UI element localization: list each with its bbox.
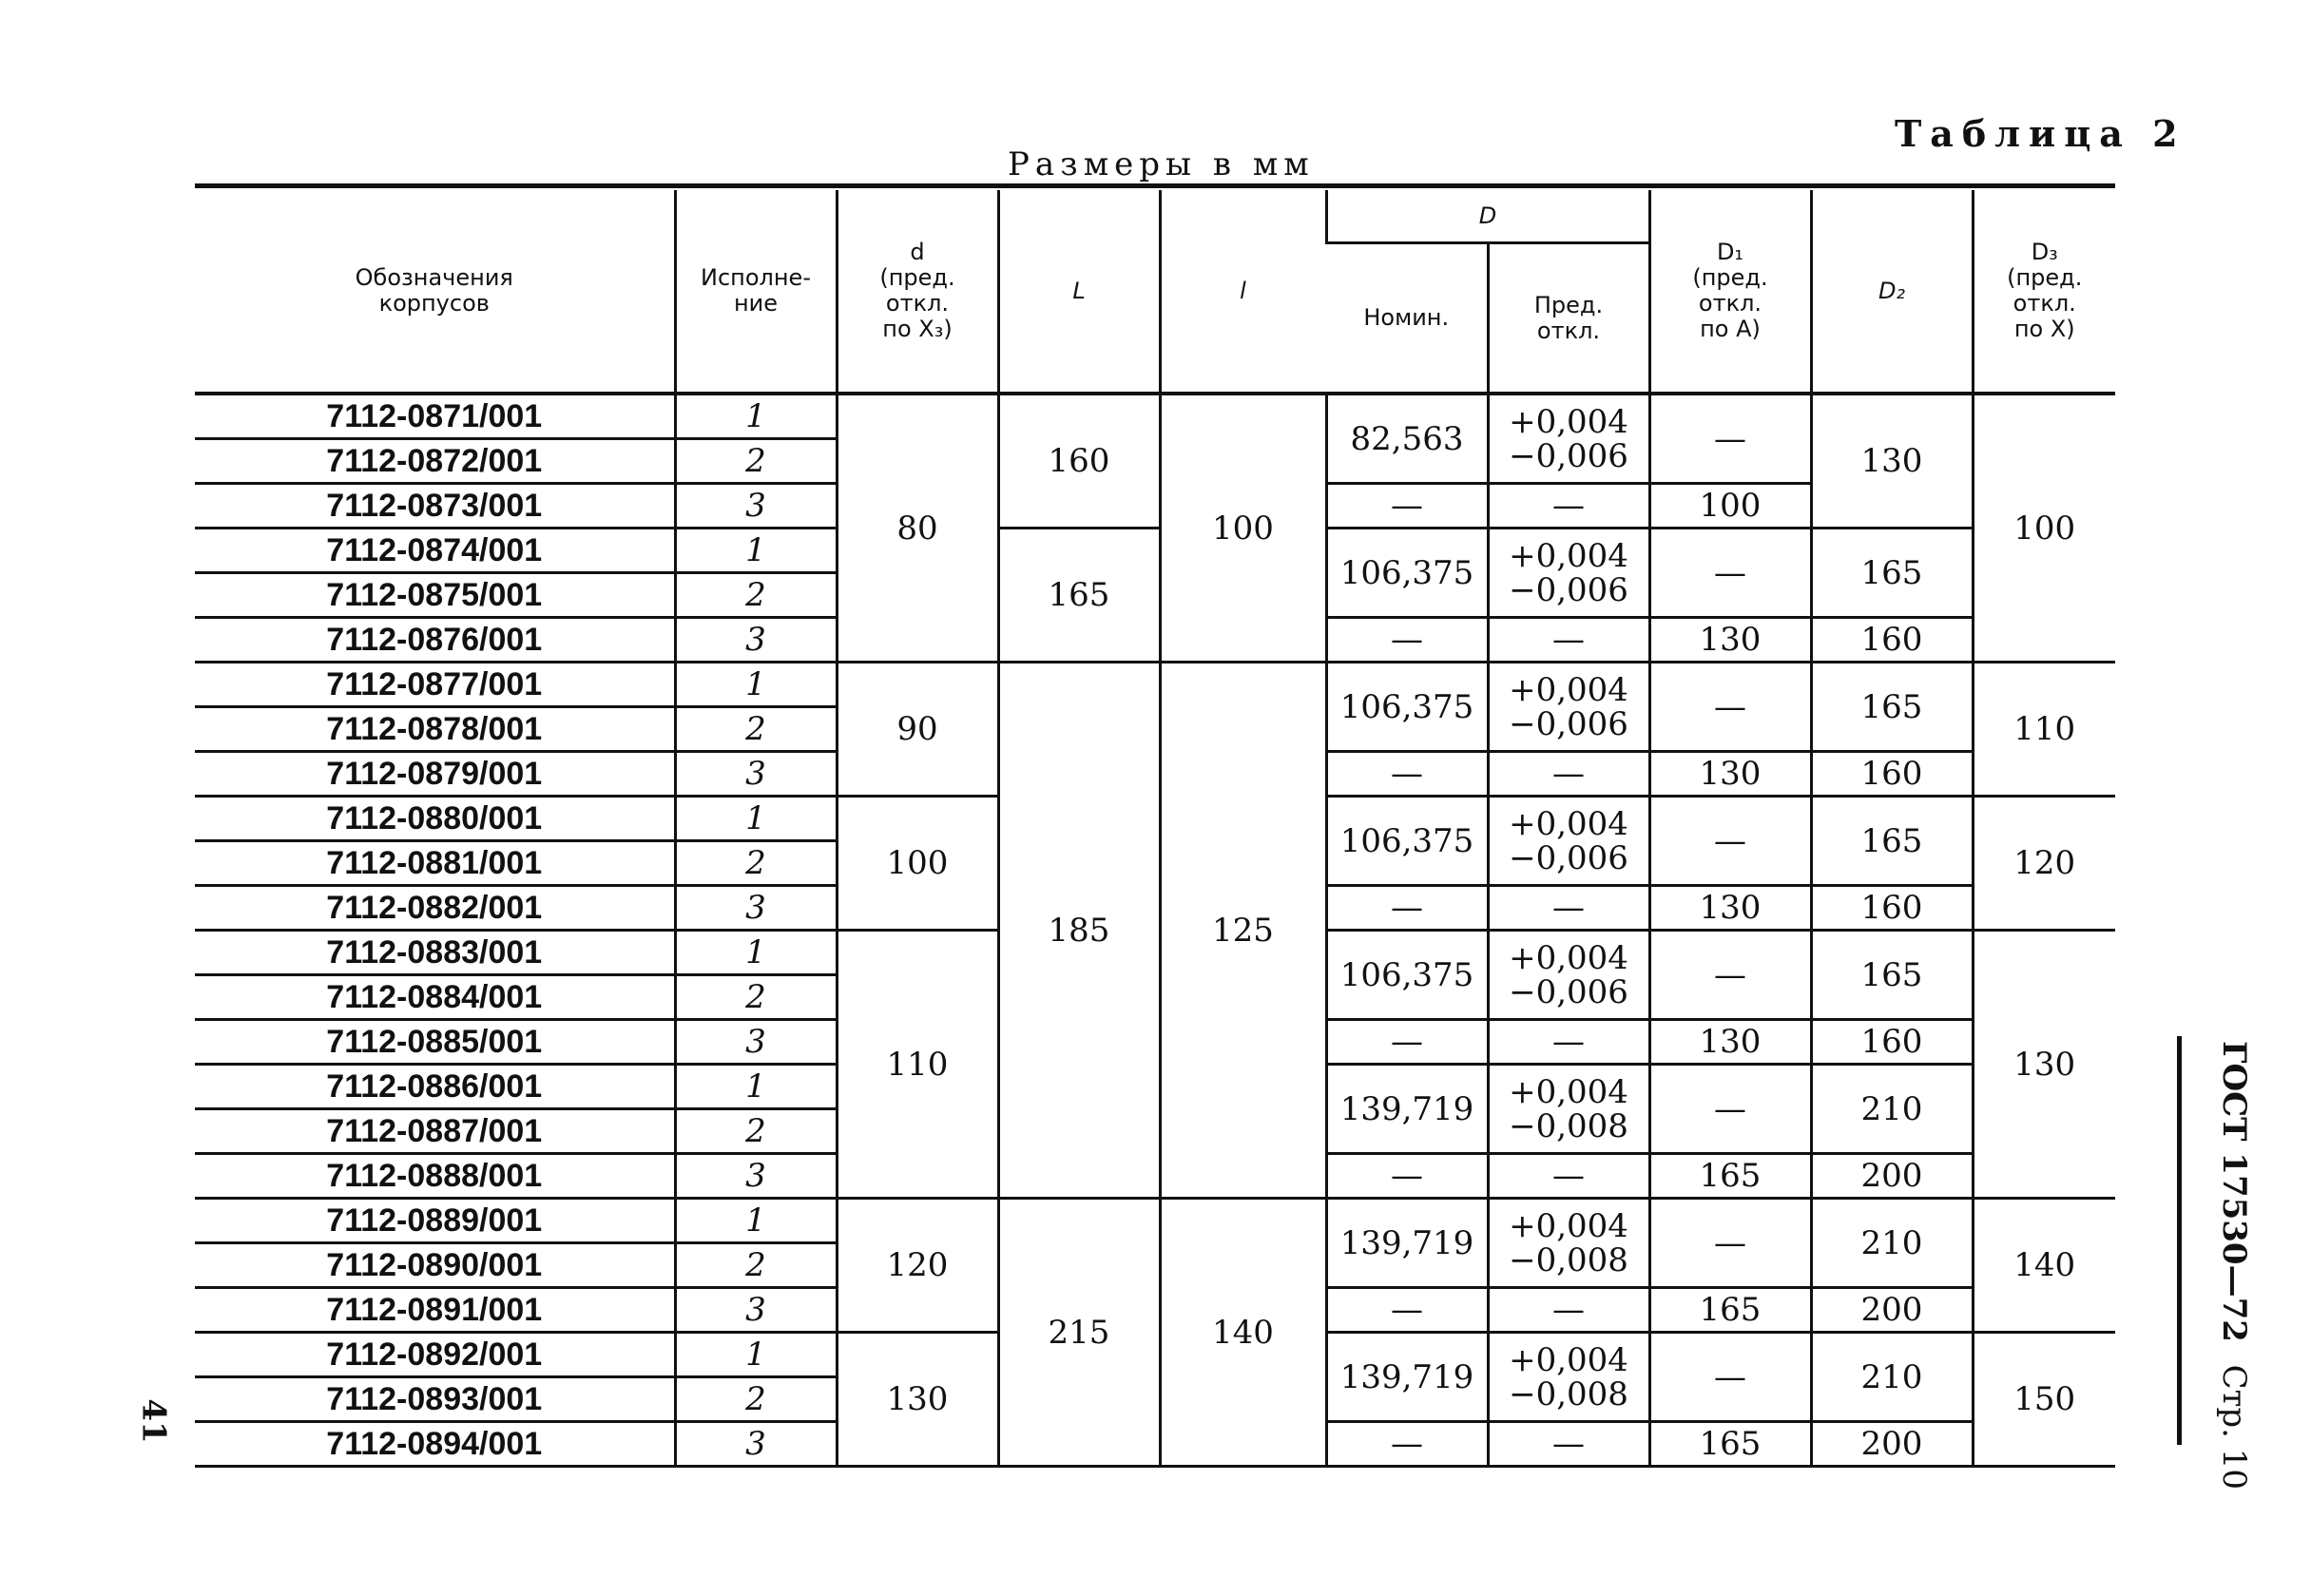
cell-execution: 2 xyxy=(675,707,837,752)
cell-execution: 1 xyxy=(675,797,837,841)
cell-D1: — xyxy=(1649,1333,1811,1422)
cell-execution: 3 xyxy=(675,484,837,529)
cell-designation: 7112-0894/001 xyxy=(195,1422,675,1467)
col-l: l xyxy=(1160,190,1326,394)
cell-designation: 7112-0884/001 xyxy=(195,975,675,1020)
cell-D1: — xyxy=(1649,529,1811,618)
cell-designation: 7112-0876/001 xyxy=(195,618,675,663)
col-execution: Исполне-ние xyxy=(675,190,837,394)
cell-D-nominal: 106,375 xyxy=(1326,663,1488,752)
cell-D-deviation: +0,004 −0,008 xyxy=(1488,1065,1649,1154)
cell-D-nominal: 139,719 xyxy=(1326,1199,1488,1288)
cell-D-deviation: +0,004 −0,006 xyxy=(1488,529,1649,618)
cell-execution: 1 xyxy=(675,394,837,439)
table-row xyxy=(195,663,2115,707)
cell-designation: 7112-0883/001 xyxy=(195,931,675,975)
cell-D1: 165 xyxy=(1649,1288,1811,1333)
cell-D2: 160 xyxy=(1811,886,1973,931)
col-D2: D₂ xyxy=(1811,190,1973,394)
cell-D2: 165 xyxy=(1811,529,1973,618)
cell-execution: 1 xyxy=(675,663,837,707)
cell-designation: 7112-0873/001 xyxy=(195,484,675,529)
cell-l: 140 xyxy=(1160,1199,1326,1467)
cell-D-deviation: +0,004 −0,006 xyxy=(1488,797,1649,886)
cell-execution: 2 xyxy=(675,841,837,886)
cell-d: 130 xyxy=(837,1333,998,1467)
cell-execution: 2 xyxy=(675,1243,837,1288)
cell-designation: 7112-0890/001 xyxy=(195,1243,675,1288)
cell-d: 120 xyxy=(837,1199,998,1333)
cell-D3: 130 xyxy=(1973,931,2115,1199)
cell-D2: 210 xyxy=(1811,1199,1973,1288)
table-row xyxy=(195,394,2115,439)
cell-D-deviation: — xyxy=(1488,1020,1649,1065)
cell-D1: — xyxy=(1649,394,1811,484)
cell-designation: 7112-0875/001 xyxy=(195,573,675,618)
cell-execution: 2 xyxy=(675,1377,837,1422)
cell-D1: — xyxy=(1649,797,1811,886)
col-D-deviation: Пред. откл. xyxy=(1488,243,1649,394)
cell-execution: 2 xyxy=(675,975,837,1020)
cell-D-nominal: — xyxy=(1326,1154,1488,1199)
cell-designation: 7112-0881/001 xyxy=(195,841,675,886)
cell-designation: 7112-0893/001 xyxy=(195,1377,675,1422)
cell-D-nominal: 106,375 xyxy=(1326,529,1488,618)
cell-D1: — xyxy=(1649,931,1811,1020)
dimensions-table xyxy=(195,190,2115,1468)
cell-D2: 200 xyxy=(1811,1422,1973,1467)
page-number: 41 xyxy=(134,1398,173,1444)
cell-D-deviation: — xyxy=(1488,618,1649,663)
cell-D-nominal: 139,719 xyxy=(1326,1065,1488,1154)
cell-execution: 1 xyxy=(675,1333,837,1377)
cell-D-deviation: +0,004 −0,008 xyxy=(1488,1199,1649,1288)
col-D1: D₁ (пред. откл. по A) xyxy=(1649,190,1811,394)
cell-L: 160 xyxy=(998,394,1160,529)
cell-D-deviation: — xyxy=(1488,1422,1649,1467)
cell-D-deviation: — xyxy=(1488,886,1649,931)
col-D: D xyxy=(1326,190,1649,243)
cell-execution: 1 xyxy=(675,529,837,573)
cell-l: 100 xyxy=(1160,394,1326,663)
table-row xyxy=(195,529,2115,573)
cell-designation: 7112-0877/001 xyxy=(195,663,675,707)
table-row xyxy=(195,1199,2115,1243)
cell-execution: 1 xyxy=(675,931,837,975)
cell-D2: 165 xyxy=(1811,797,1973,886)
cell-designation: 7112-0874/001 xyxy=(195,529,675,573)
top-rule xyxy=(195,183,2115,188)
cell-D-deviation: — xyxy=(1488,1288,1649,1333)
cell-D2: 160 xyxy=(1811,618,1973,663)
cell-execution: 3 xyxy=(675,1020,837,1065)
cell-D-nominal: — xyxy=(1326,618,1488,663)
cell-D-nominal: — xyxy=(1326,484,1488,529)
cell-D3: 120 xyxy=(1973,797,2115,931)
cell-D2: 165 xyxy=(1811,931,1973,1020)
cell-D3: 100 xyxy=(1973,394,2115,663)
cell-execution: 2 xyxy=(675,1109,837,1154)
cell-L: 165 xyxy=(998,529,1160,663)
cell-D1: — xyxy=(1649,1199,1811,1288)
cell-D1: 130 xyxy=(1649,752,1811,797)
cell-d: 90 xyxy=(837,663,998,797)
units-caption: Размеры в мм xyxy=(1008,145,1315,183)
cell-designation: 7112-0892/001 xyxy=(195,1333,675,1377)
cell-execution: 3 xyxy=(675,618,837,663)
col-D-nominal: Номин. xyxy=(1363,304,1450,331)
cell-designation: 7112-0871/001 xyxy=(195,394,675,439)
cell-D2: 210 xyxy=(1811,1333,1973,1422)
cell-designation: 7112-0886/001 xyxy=(195,1065,675,1109)
cell-D1: — xyxy=(1649,1065,1811,1154)
cell-D-nominal: 139,719 xyxy=(1326,1333,1488,1422)
cell-l: 125 xyxy=(1160,663,1326,1199)
col-D3: D₃ (пред. откл. по X) xyxy=(1973,190,2115,394)
cell-D-nominal: — xyxy=(1326,752,1488,797)
cell-D-deviation: +0,004 −0,008 xyxy=(1488,1333,1649,1422)
cell-D1: — xyxy=(1649,663,1811,752)
cell-D-nominal: — xyxy=(1326,1288,1488,1333)
cell-designation: 7112-0889/001 xyxy=(195,1199,675,1243)
cell-designation: 7112-0887/001 xyxy=(195,1109,675,1154)
cell-L: 185 xyxy=(998,663,1160,1199)
cell-d: 100 xyxy=(837,797,998,931)
cell-D1: 165 xyxy=(1649,1154,1811,1199)
cell-D2: 200 xyxy=(1811,1154,1973,1199)
cell-D1: 130 xyxy=(1649,1020,1811,1065)
col-d: d (пред. откл. по X₃) xyxy=(837,190,998,394)
cell-D-nominal: — xyxy=(1326,1020,1488,1065)
cell-designation: 7112-0888/001 xyxy=(195,1154,675,1199)
cell-execution: 3 xyxy=(675,1422,837,1467)
cell-D-nominal: 106,375 xyxy=(1326,931,1488,1020)
cell-D-nominal: 106,375 xyxy=(1326,797,1488,886)
cell-D2: 210 xyxy=(1811,1065,1973,1154)
cell-D3: 140 xyxy=(1973,1199,2115,1333)
cell-D2: 160 xyxy=(1811,752,1973,797)
table-body xyxy=(195,394,2115,1467)
cell-D-deviation: — xyxy=(1488,484,1649,529)
cell-D-deviation: — xyxy=(1488,752,1649,797)
cell-designation: 7112-0885/001 xyxy=(195,1020,675,1065)
cell-D2: 200 xyxy=(1811,1288,1973,1333)
side-rule xyxy=(2177,1036,2182,1445)
cell-execution: 1 xyxy=(675,1065,837,1109)
cell-designation: 7112-0878/001 xyxy=(195,707,675,752)
cell-d: 110 xyxy=(837,931,998,1199)
cell-D1: 130 xyxy=(1649,618,1811,663)
cell-D-deviation: — xyxy=(1488,1154,1649,1199)
cell-D2: 165 xyxy=(1811,663,1973,752)
cell-execution: 2 xyxy=(675,573,837,618)
cell-execution: 3 xyxy=(675,1288,837,1333)
cell-execution: 3 xyxy=(675,752,837,797)
cell-execution: 3 xyxy=(675,886,837,931)
cell-D1: 130 xyxy=(1649,886,1811,931)
cell-d: 80 xyxy=(837,394,998,663)
cell-execution: 3 xyxy=(675,1154,837,1199)
table-title: Таблица 2 xyxy=(1895,112,2186,155)
cell-execution: 1 xyxy=(675,1199,837,1243)
cell-D1: 165 xyxy=(1649,1422,1811,1467)
cell-D3: 150 xyxy=(1973,1333,2115,1467)
cell-designation: 7112-0882/001 xyxy=(195,886,675,931)
cell-D3: 110 xyxy=(1973,663,2115,797)
cell-L: 215 xyxy=(998,1199,1160,1467)
cell-D1: 100 xyxy=(1649,484,1811,529)
col-L: L xyxy=(998,190,1160,394)
cell-D2: 130 xyxy=(1811,394,1973,529)
cell-D-nominal: — xyxy=(1326,886,1488,931)
cell-execution: 2 xyxy=(675,439,837,484)
cell-D-deviation: +0,004 −0,006 xyxy=(1488,394,1649,484)
cell-designation: 7112-0872/001 xyxy=(195,439,675,484)
cell-D2: 160 xyxy=(1811,1020,1973,1065)
cell-designation: 7112-0879/001 xyxy=(195,752,675,797)
cell-D-nominal: 82,563 xyxy=(1326,394,1488,484)
cell-D-deviation: +0,004 −0,006 xyxy=(1488,931,1649,1020)
cell-designation: 7112-0891/001 xyxy=(195,1288,675,1333)
cell-designation: 7112-0880/001 xyxy=(195,797,675,841)
col-designation: Обозначения корпусов xyxy=(355,264,513,317)
side-standard-label: ГОСТ 17530—72 Стр. 10 xyxy=(2215,1041,2253,1490)
cell-D-deviation: +0,004 −0,006 xyxy=(1488,663,1649,752)
cell-D-nominal: — xyxy=(1326,1422,1488,1467)
